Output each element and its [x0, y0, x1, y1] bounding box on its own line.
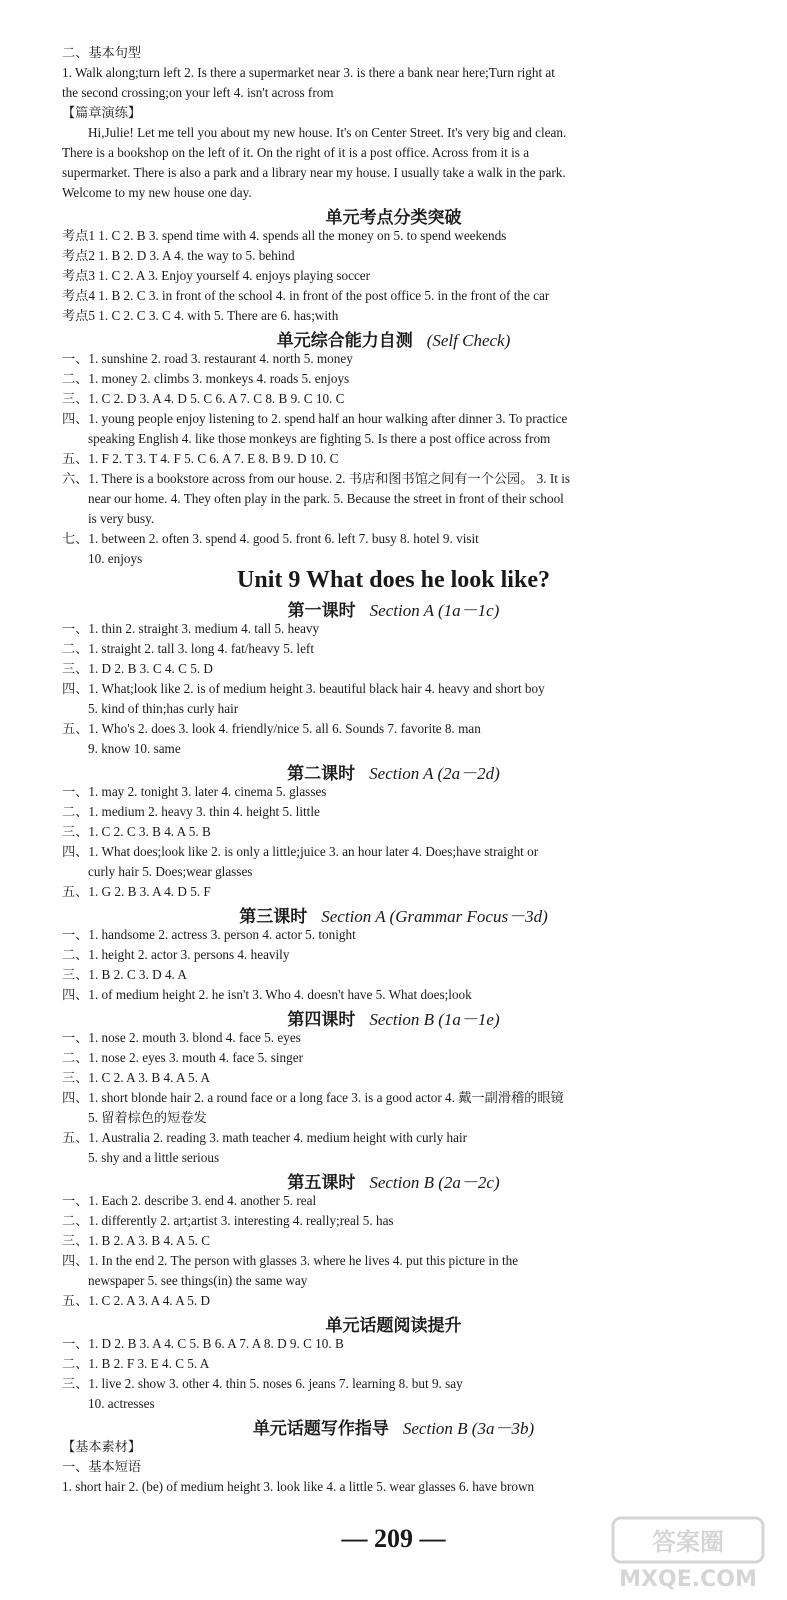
answer-line: Hi,Julie! Let me tell you about my new house. It's on Center Street. It's very big and clean.	[88, 125, 567, 140]
answer-line: 5. 留着棕色的短卷发	[88, 1110, 207, 1125]
answer-line: 5. kind of thin;has curly hair	[88, 701, 239, 716]
answer-line: 【篇章演练】	[62, 105, 142, 120]
answer-line: 一、1. D 2. B 3. A 4. C 5. B 6. A 7. A 8. D 9. C 10. B	[62, 1336, 344, 1351]
answer-line: 二、基本句型	[62, 45, 142, 60]
section-heading-cn: 第二课时	[287, 764, 356, 784]
section-heading-en: Section B (2a－2c)	[369, 1173, 500, 1192]
answer-line: newspaper 5. see things(in) the same way	[88, 1273, 308, 1288]
answer-line: 二、1. medium 2. heavy 3. thin 4. height 5. little	[62, 804, 320, 819]
answer-line: 一、1. sunshine 2. road 3. restaurant 4. north 5. money	[62, 351, 353, 366]
answer-line: 五、1. Who's 2. does 3. look 4. friendly/nice 5. all 6. Sounds 7. favorite 8. man	[62, 721, 481, 736]
section-heading-cn: 单元话题阅读提升	[325, 1316, 462, 1336]
answer-line: 二、1. height 2. actor 3. persons 4. heavily	[62, 947, 290, 962]
section-heading-en: Section B (1a－1e)	[369, 1010, 500, 1029]
answer-line: 四、1. What does;look like 2. is only a little;juice 3. an hour later 4. Does;have straight or	[62, 844, 539, 859]
answer-line: 一、1. nose 2. mouth 3. blond 4. face 5. eyes	[62, 1030, 301, 1045]
answer-line: 10. enjoys	[88, 551, 143, 566]
answer-line: 三、1. B 2. C 3. D 4. A	[62, 967, 187, 982]
answer-line: 一、1. thin 2. straight 3. medium 4. tall 5. heavy	[62, 621, 320, 636]
answer-line: 考点3 1. C 2. A 3. Enjoy yourself 4. enjoys playing soccer	[62, 268, 371, 283]
answer-line: near our home. 4. They often play in the park. 5. Because the street in front of their school	[88, 491, 564, 506]
answer-line: 四、1. young people enjoy listening to 2. spend half an hour walking after dinner 3. To practice	[62, 411, 568, 426]
answer-line: 一、1. may 2. tonight 3. later 4. cinema 5. glasses	[62, 784, 327, 799]
section-heading-cn: 单元话题写作指导	[252, 1419, 389, 1439]
answer-line: the second crossing;on your left 4. isn't across from	[62, 85, 334, 100]
answer-line: 四、1. short blonde hair 2. a round face or a long face 3. is a good actor 4. 戴一副滑稽的眼镜	[62, 1090, 564, 1105]
answer-line: 三、1. D 2. B 3. C 4. C 5. D	[62, 661, 213, 676]
answer-line: 二、1. B 2. F 3. E 4. C 5. A	[62, 1356, 210, 1371]
answer-line: 七、1. between 2. often 3. spend 4. good 5. front 6. left 7. busy 8. hotel 9. visit	[62, 531, 479, 546]
section-heading-en: Section A (Grammar Focus－3d)	[321, 907, 548, 926]
page-number: — 209 —	[341, 1524, 446, 1553]
section-heading-cn: 第四课时	[287, 1010, 356, 1030]
answer-line: 五、1. C 2. A 3. A 4. A 5. D	[62, 1293, 211, 1308]
section-heading-en: Section A (2a－2d)	[369, 764, 500, 783]
section-heading-cn: 单元综合能力自测	[276, 331, 413, 351]
section-heading-en: Section A (1a－1c)	[369, 601, 500, 620]
section-heading-en: Section B (3a－3b)	[402, 1419, 535, 1438]
section-heading-cn: 第三课时	[239, 907, 308, 927]
watermark-logo	[583, 1510, 773, 1594]
answer-line: 一、基本短语	[62, 1459, 142, 1474]
answer-line: speaking English 4. like those monkeys are fighting 5. Is there a post office across from	[88, 431, 551, 446]
answer-line: There is a bookshop on the left of it. On the right of it is a post office. Across from it is a	[62, 145, 530, 160]
answer-line: 9. know 10. same	[88, 741, 181, 756]
answer-line: 四、1. of medium height 2. he isn't 3. Who 4. doesn't have 5. What does;look	[62, 987, 472, 1002]
answer-line: 五、1. F 2. T 3. T 4. F 5. C 6. A 7. E 8. B 9. D 10. C	[62, 451, 339, 466]
answer-line: 一、1. Each 2. describe 3. end 4. another 5. real	[62, 1193, 317, 1208]
section-heading	[0, 203, 787, 228]
answer-line: 二、1. differently 2. art;artist 3. interesting 4. really;real 5. has	[62, 1213, 394, 1228]
section-heading	[0, 1311, 787, 1336]
answer-line: 5. shy and a little serious	[88, 1150, 220, 1165]
section-heading	[0, 1168, 787, 1193]
answer-line: 考点5 1. C 2. C 3. C 4. with 5. There are 6. has;with	[62, 308, 339, 323]
svg-text:MXQE.COM: MXQE.COM	[619, 1567, 757, 1592]
answer-line: 二、1. straight 2. tall 3. long 4. fat/heavy 5. left	[62, 641, 314, 656]
answer-line: 三、1. C 2. A 3. B 4. A 5. A	[62, 1070, 211, 1085]
answer-line: 1. Walk along;turn left 2. Is there a supermarket near 3. is there a bank near here;Turn right at	[62, 65, 555, 80]
answer-line: is very busy.	[88, 511, 155, 526]
answer-line: 三、1. C 2. D 3. A 4. D 5. C 6. A 7. C 8. B 9. C 10. C	[62, 391, 345, 406]
answer-line: 考点4 1. B 2. C 3. in front of the school 4. in front of the post office 5. in the front of the car	[62, 288, 550, 303]
answer-line: 考点1 1. C 2. B 3. spend time with 4. spends all the money on 5. to spend weekends	[62, 228, 507, 243]
answer-line: 五、1. G 2. B 3. A 4. D 5. F	[62, 884, 211, 899]
section-heading	[0, 1414, 787, 1439]
section-heading-cn: 单元考点分类突破	[325, 208, 462, 228]
answer-line: supermarket. There is also a park and a library near my house. I usually take a walk in the park.	[62, 165, 566, 180]
answer-line: 考点2 1. B 2. D 3. A 4. the way to 5. behind	[62, 248, 295, 263]
section-heading	[0, 902, 787, 927]
unit-title: Unit 9 What does he look like?	[237, 567, 550, 593]
section-heading-en: (Self Check)	[426, 331, 511, 350]
answer-line: curly hair 5. Does;wear glasses	[88, 864, 253, 879]
answer-line: 五、1. Australia 2. reading 3. math teacher 4. medium height with curly hair	[62, 1130, 468, 1145]
answer-line: 二、1. nose 2. eyes 3. mouth 4. face 5. singer	[62, 1050, 303, 1065]
answer-line: 六、1. There is a bookstore across from our house. 2. 书店和图书馆之间有一个公园。 3. It is	[62, 471, 571, 486]
answer-line: 1. short hair 2. (be) of medium height 3. look like 4. a little 5. wear glasses 6. have brown	[62, 1479, 535, 1494]
answer-line: 三、1. C 2. C 3. B 4. A 5. B	[62, 824, 211, 839]
answer-line: 一、1. handsome 2. actress 3. person 4. actor 5. tonight	[62, 927, 356, 942]
section-heading	[0, 326, 787, 351]
watermark-text: 答案圈	[652, 1528, 724, 1556]
section-heading	[0, 1005, 787, 1030]
section-heading	[0, 596, 787, 621]
answer-line: 三、1. live 2. show 3. other 4. thin 5. noses 6. jeans 7. learning 8. but 9. say	[62, 1376, 463, 1391]
answer-line: 四、1. In the end 2. The person with glasses 3. where he lives 4. put this picture in the	[62, 1253, 519, 1268]
answer-line: 二、1. money 2. climbs 3. monkeys 4. roads 5. enjoys	[62, 371, 350, 386]
answer-line: Welcome to my new house one day.	[62, 185, 252, 200]
answer-line: 三、1. B 2. A 3. B 4. A 5. C	[62, 1233, 211, 1248]
section-heading	[0, 759, 787, 784]
section-heading-cn: 第一课时	[287, 601, 356, 621]
section-heading-cn: 第五课时	[287, 1173, 356, 1193]
answer-line: 四、1. What;look like 2. is of medium height 3. beautiful black hair 4. heavy and short boy	[62, 681, 545, 696]
answer-line: 【基本素材】	[62, 1439, 142, 1454]
answer-line: 10. actresses	[88, 1396, 155, 1411]
